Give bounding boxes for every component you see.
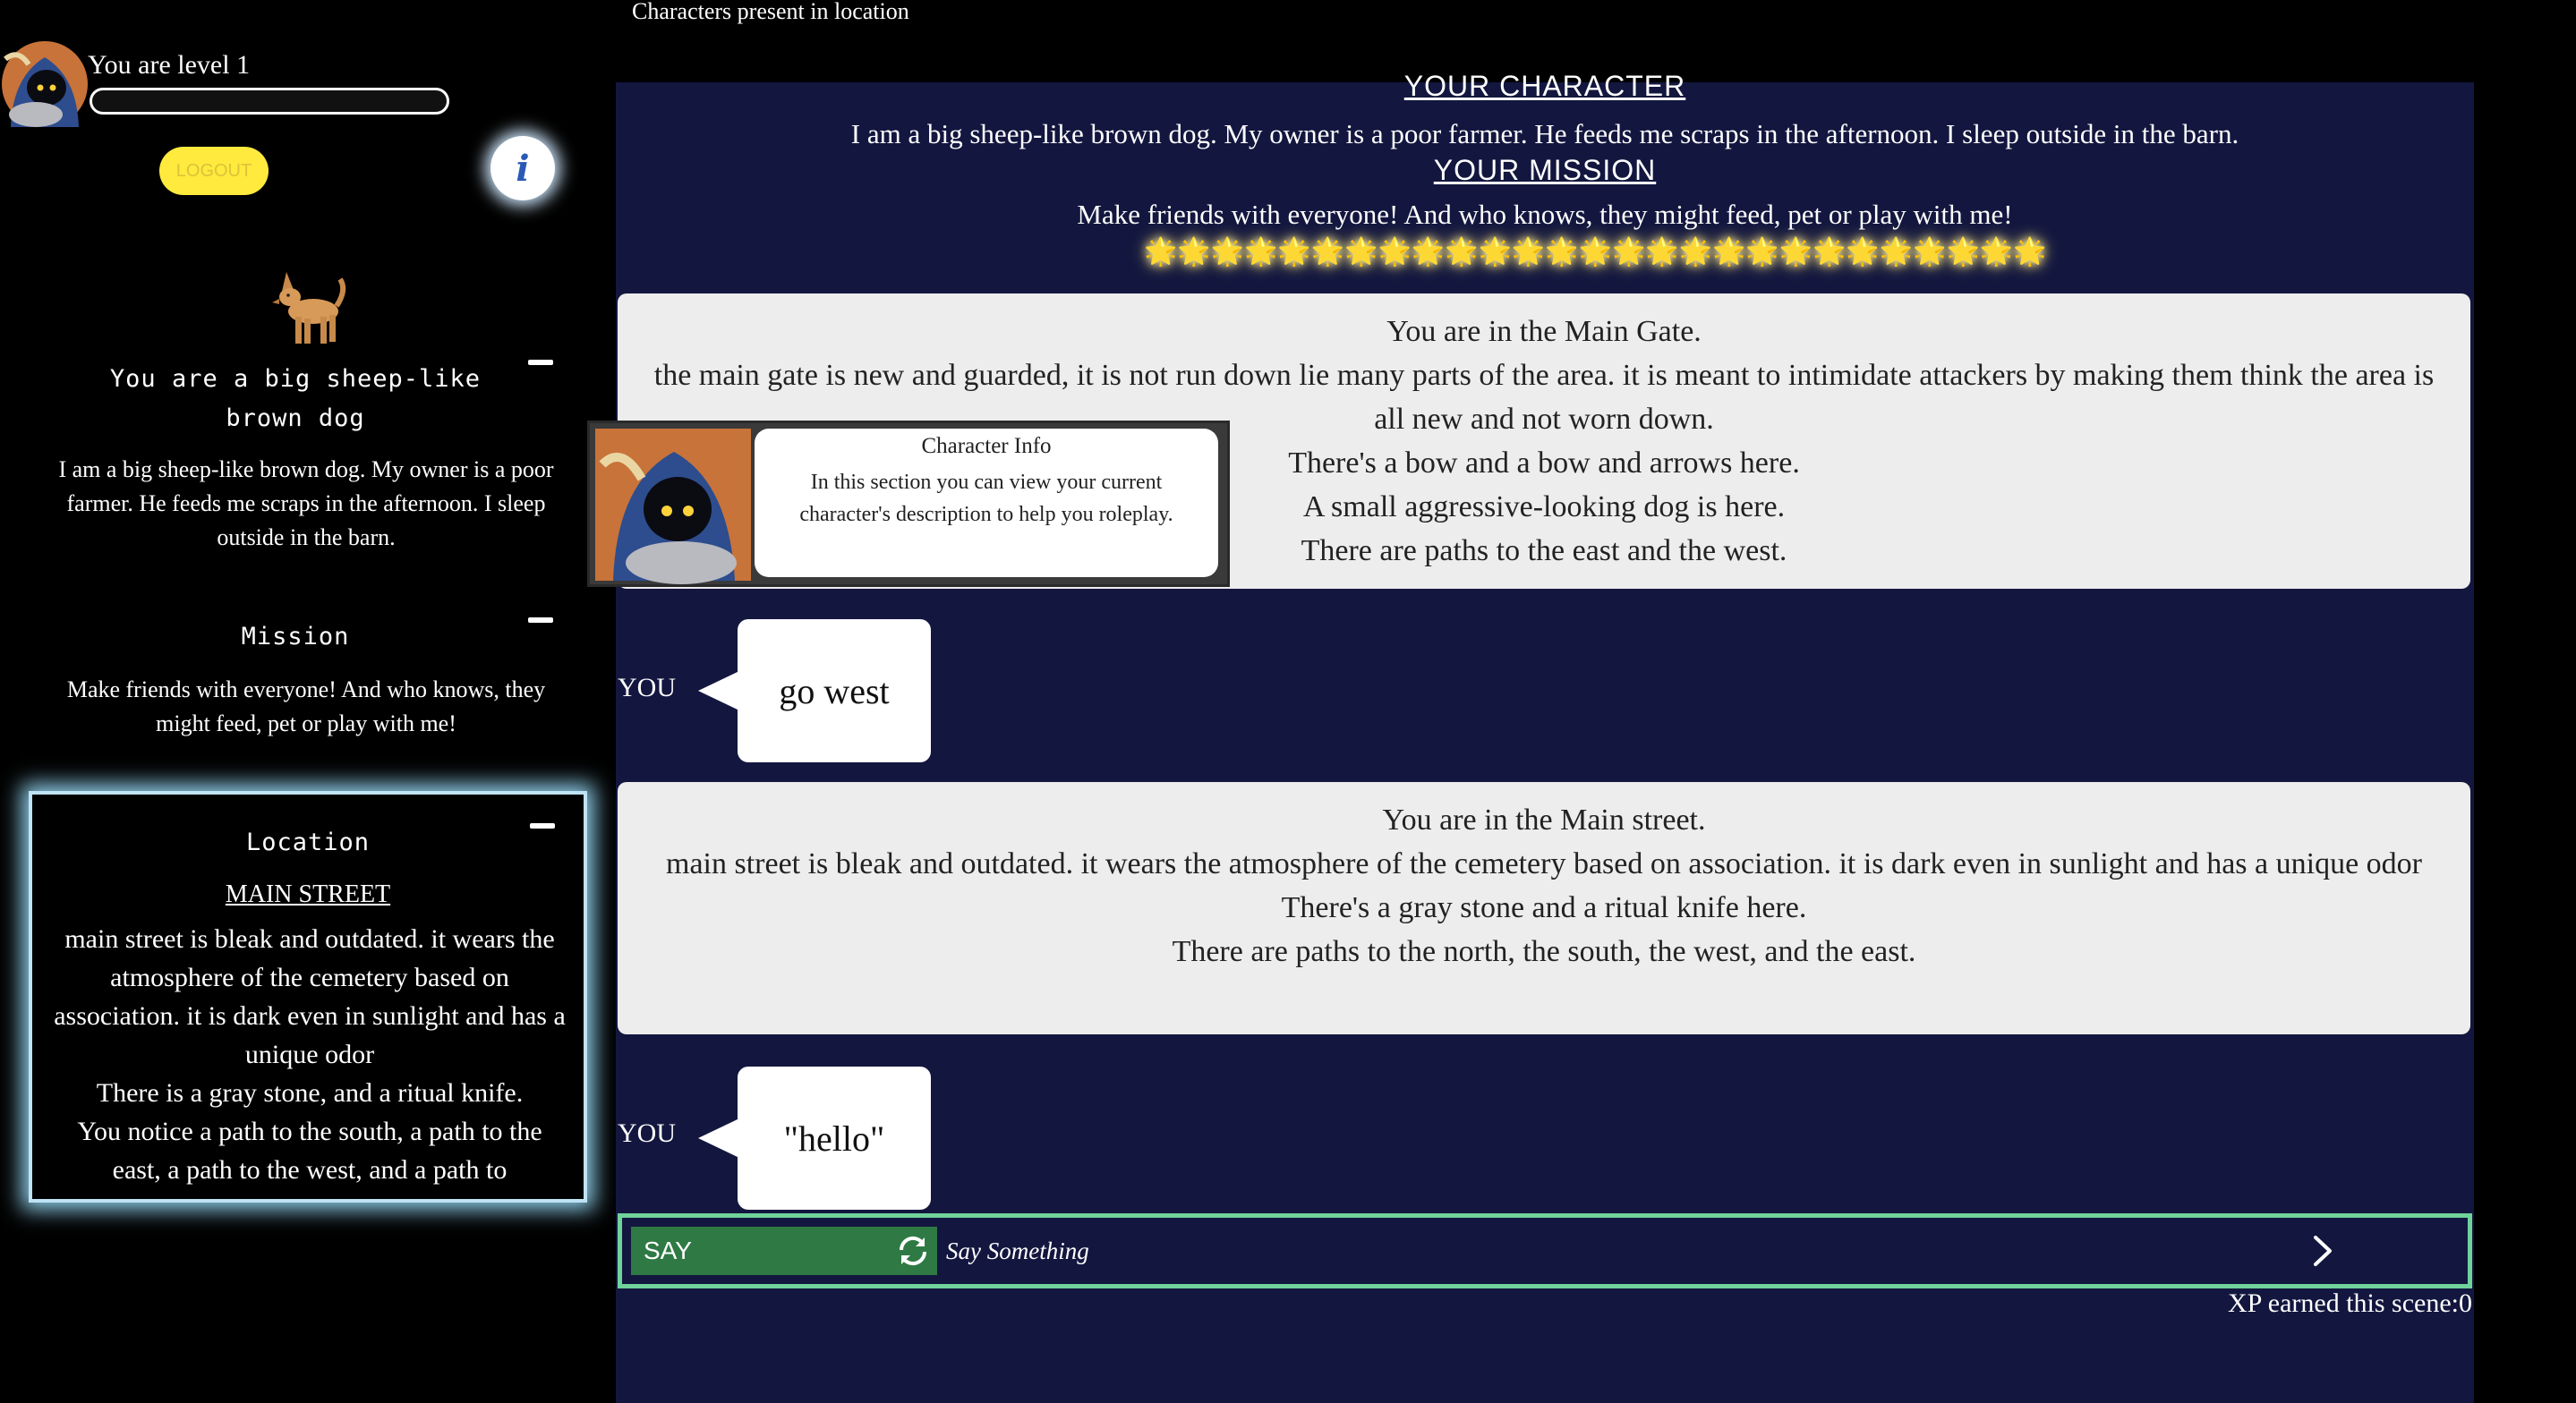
collapse-mission-button[interactable]	[528, 617, 553, 623]
narration-message: You are in the Main Gate. the main gate is new and guarded, it is not run down lie many parts of the area. it is meant to intimidate attackers by making them think the area is all new and not worn down. There's a bow and a bow and arrows here. A small aggressive-looking dog is here. There are paths to the east and the west.	[618, 293, 2470, 589]
info-button[interactable]: i	[490, 136, 555, 200]
you-label: YOU	[618, 1118, 676, 1148]
xp-progress-bar	[90, 88, 449, 115]
tooltip-title: Character Info	[921, 434, 1052, 458]
location-description: main street is bleak and outdated. it wears the atmosphere of the cemetery based on association. it is dark even in sunlight and has a unique odor There is a gray stone, and a ritual knife. You notice a path to the south, a path to the east, a path to the west, and a path to	[54, 924, 566, 1185]
tooltip-text: In this section you can view your current character's description to help you roleplay.	[799, 471, 1173, 526]
player-message-bubble	[738, 1067, 931, 1210]
game-log-panel	[616, 70, 2474, 1403]
location-panel	[29, 791, 587, 1203]
hooded-figure-avatar-icon[interactable]	[2, 41, 88, 127]
player-message-bubble	[738, 619, 931, 762]
say-mode-button[interactable]	[631, 1227, 937, 1275]
your-character-description: I am a big sheep-like brown dog. My owner is a poor farmer. He feeds me scraps in the afternoon. I sleep outside in the barn.	[850, 118, 2239, 149]
sidebar	[0, 0, 614, 1185]
refresh-icon[interactable]	[894, 1232, 932, 1270]
location-name: MAIN STREET	[225, 880, 391, 908]
level-text: You are level 1	[88, 50, 251, 80]
narration-message: You are in the Main street. main street is bleak and outdated. it wears the atmosphere of the cemetery based on association. it is dark even in sunlight and has a unique odor There's a gray stone and a ritual knife here. There are paths to the north, the south, the west, and the east.	[618, 782, 2470, 1034]
character-title: You are a big sheep-like brown dog	[109, 365, 482, 432]
wizard-portrait-icon	[595, 429, 751, 581]
glowing-stars-divider: 🌟🌟🌟🌟🌟🌟🌟🌟🌟🌟🌟🌟🌟🌟🌟🌟🌟🌟🌟🌟🌟🌟🌟🌟🌟🌟🌟	[1144, 236, 2047, 268]
tooltip-body	[755, 429, 1218, 577]
you-label: YOU	[618, 673, 676, 702]
mission-title: Mission	[241, 623, 350, 650]
location-title: Location	[245, 829, 371, 856]
your-character-title: YOUR CHARACTER	[1403, 70, 1686, 102]
mission-description: Make friends with everyone! And who knows, they might feed, pet or play with me!	[66, 676, 546, 736]
player-message-text: go west	[779, 670, 890, 711]
logout-button[interactable]: LOGOUT	[159, 147, 269, 195]
chevron-right-icon[interactable]	[2301, 1230, 2342, 1271]
collapse-character-button[interactable]	[528, 360, 553, 365]
character-info-tooltip	[587, 421, 1230, 587]
dog-icon	[261, 259, 351, 349]
character-description: I am a big sheep-like brown dog. My owner is a poor farmer. He feeds me scraps in the afternoon. I sleep outside in the barn.	[58, 456, 554, 550]
your-mission-title: YOUR MISSION	[1433, 154, 1657, 186]
say-mode-label: SAY	[644, 1237, 692, 1264]
xp-earned-text: XP earned this scene:0	[2228, 1288, 2472, 1318]
command-bar	[618, 1213, 2472, 1288]
characters-present-label: Characters present in location	[632, 0, 909, 24]
your-mission-description: Make friends with everyone! And who knows, they might feed, pet or play with me!	[1077, 199, 2013, 230]
player-message-text: "hello"	[783, 1118, 885, 1159]
say-input[interactable]	[946, 1227, 2199, 1275]
